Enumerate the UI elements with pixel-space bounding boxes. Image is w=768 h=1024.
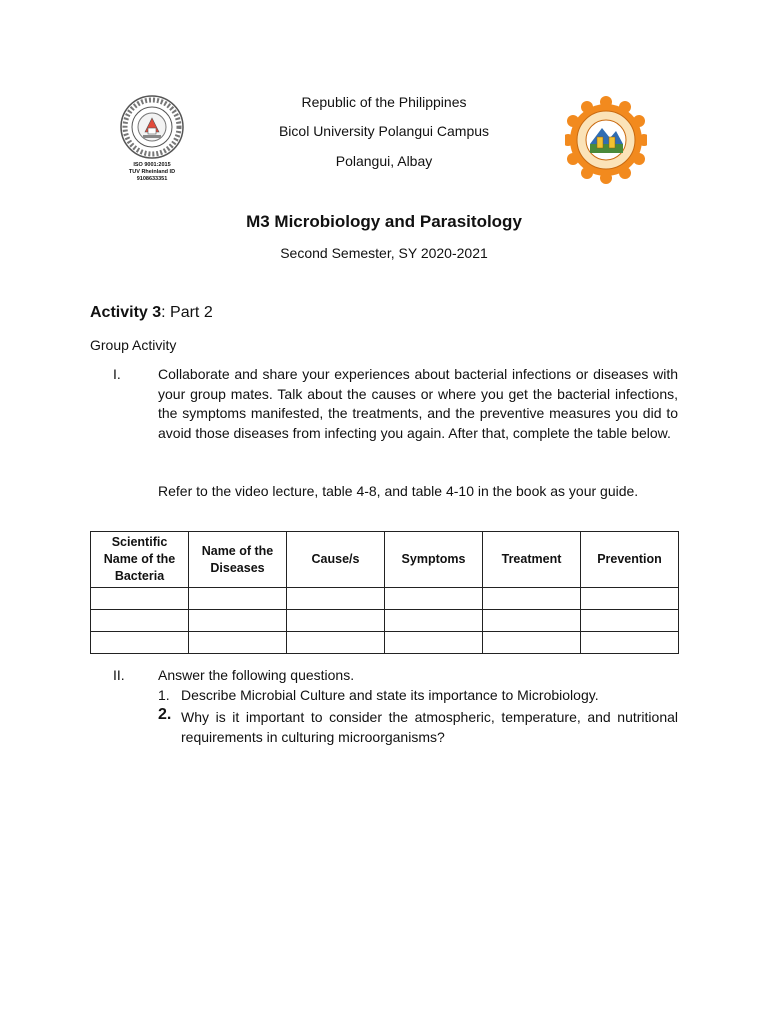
table-cell[interactable] xyxy=(483,588,581,610)
table-cell[interactable] xyxy=(287,588,385,610)
table-cell[interactable] xyxy=(287,632,385,654)
question-1-number: 1. xyxy=(158,687,170,703)
header-disease-name: Name of the Diseases xyxy=(189,532,287,588)
header-symptoms: Symptoms xyxy=(385,532,483,588)
question-2-number: 2. xyxy=(158,706,172,723)
table-cell[interactable] xyxy=(385,632,483,654)
course-title: M3 Microbiology and Parasitology xyxy=(246,212,522,231)
table-cell[interactable] xyxy=(581,632,679,654)
campus-seal-icon xyxy=(565,95,647,185)
header-treatment: Treatment xyxy=(483,532,581,588)
question-1-text: Describe Microbial Culture and state its importance to Microbiology. xyxy=(181,687,599,703)
section-2-number: II. xyxy=(113,667,125,683)
table-cell[interactable] xyxy=(581,610,679,632)
table-cell[interactable] xyxy=(483,610,581,632)
table-cell[interactable] xyxy=(189,632,287,654)
header-scientific-name: Scientific Name of the Bacteria xyxy=(91,532,189,588)
question-2-text: Why is it important to consider the atmospheric, temperature, and nutritional requirements in culturing microorganisms? xyxy=(181,709,678,745)
header-causes: Cause/s xyxy=(287,532,385,588)
polangui-campus-seal-logo xyxy=(565,95,647,185)
section-2-intro: Answer the following questions. xyxy=(158,667,355,683)
group-activity-label: Group Activity xyxy=(90,337,177,353)
table-cell[interactable] xyxy=(287,610,385,632)
table-cell[interactable] xyxy=(91,588,189,610)
table-row xyxy=(91,588,679,610)
table-header-row xyxy=(91,532,679,588)
activity-part: : Part 2 xyxy=(161,304,213,321)
activity-heading xyxy=(90,304,213,322)
table-cell[interactable] xyxy=(581,588,679,610)
header-line-republic: Republic of the Philippines xyxy=(301,94,467,110)
activity-label: Activity 3 xyxy=(90,304,162,321)
section-1-reference: Refer to the video lecture, table 4-8, and table 4-10 in the book as your guide. xyxy=(158,483,639,499)
header-prevention: Prevention xyxy=(581,532,679,588)
header-line-location: Polangui, Albay xyxy=(335,153,433,169)
section-1-instructions: Collaborate and share your experiences about bacterial infections or diseases with your group mates. Talk about the causes or where you get the bacterial infections, the symptoms manifested, the treatments, and the preventive measures you did to avoid those diseases from infecting you again. After that, complete the table below. xyxy=(158,366,678,441)
section-1-number: I. xyxy=(113,366,121,382)
table-row xyxy=(91,632,679,654)
table-cell[interactable] xyxy=(483,632,581,654)
iso-line-2: TUV Rheinland ID 9108633351 xyxy=(128,169,176,182)
table-cell[interactable] xyxy=(91,632,189,654)
bacteria-table xyxy=(90,531,679,654)
header-line-university: Bicol University Polangui Campus xyxy=(278,123,490,139)
semester-subtitle: Second Semester, SY 2020-2021 xyxy=(280,245,488,261)
iso-line-1: ISO 9001:2015 xyxy=(133,162,171,168)
table-cell[interactable] xyxy=(189,610,287,632)
table-row xyxy=(91,610,679,632)
table-cell[interactable] xyxy=(189,588,287,610)
table-cell[interactable] xyxy=(385,588,483,610)
table-cell[interactable] xyxy=(385,610,483,632)
table-cell[interactable] xyxy=(91,610,189,632)
